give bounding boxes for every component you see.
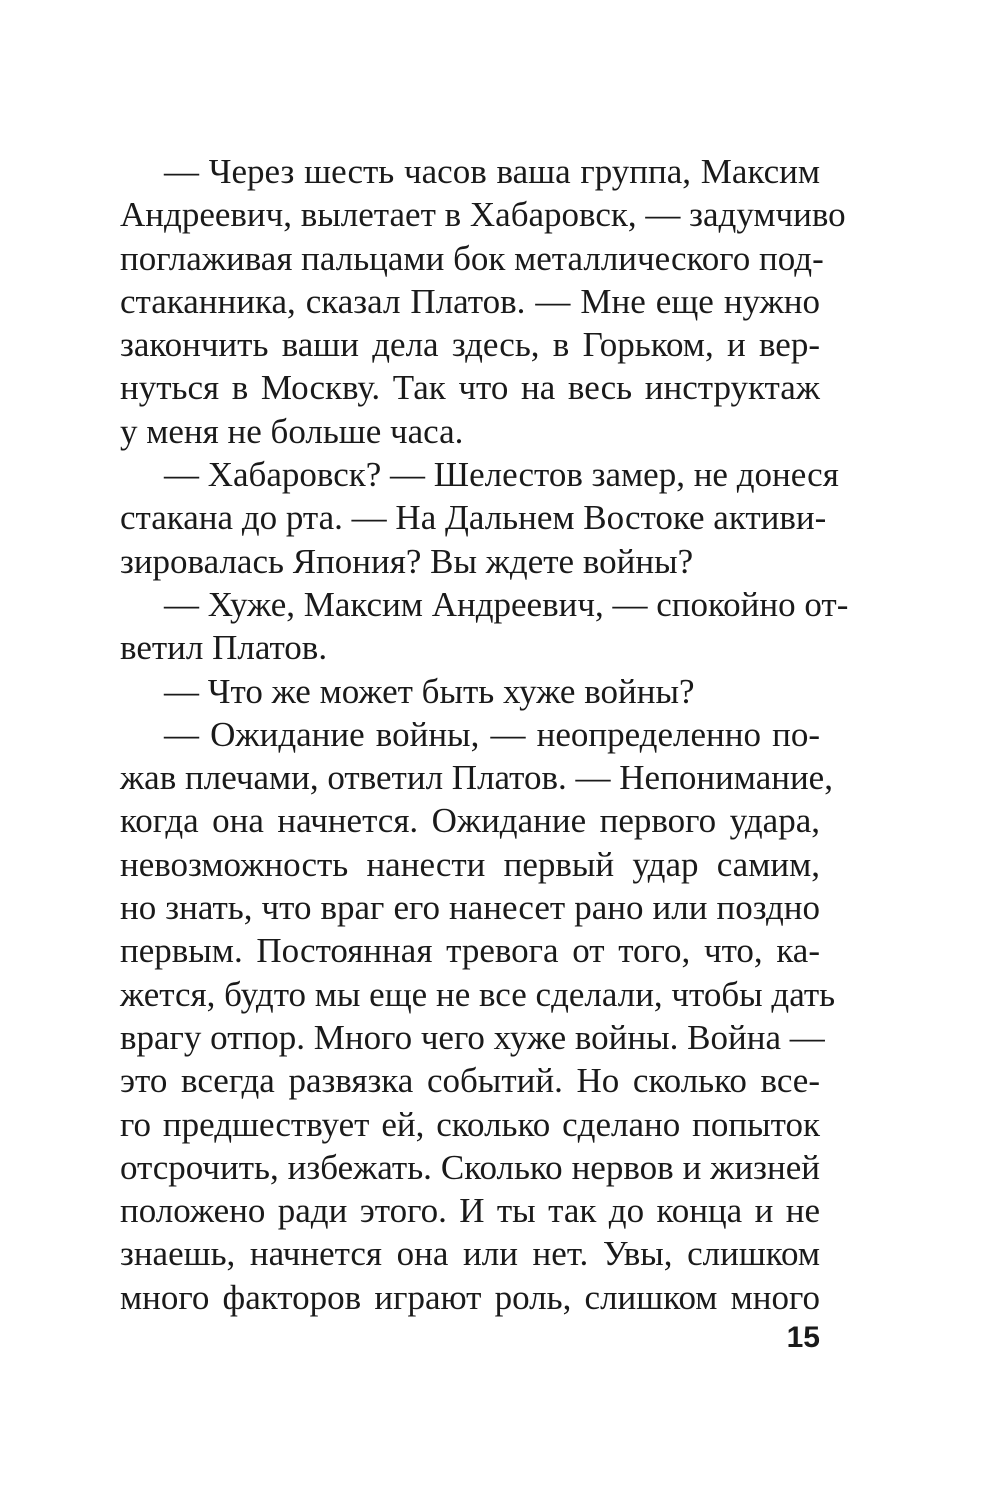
- body-text: [120, 150, 849, 1319]
- text-line: положено ради этого. И ты так до конца и не: [120, 1191, 820, 1231]
- text-line: много факторов играют роль, слишком много: [120, 1277, 820, 1317]
- text-line: ветил Платов.: [120, 628, 328, 668]
- text-line: это всегда развязка событий. Но сколько все-: [120, 1061, 820, 1101]
- text-line: поглаживая пальцами бок металлического под-: [120, 238, 824, 278]
- text-line: жется, будто мы еще не все сделали, чтобы дать: [120, 974, 836, 1014]
- text-line: — Через шесть часов ваша группа, Максим: [164, 152, 820, 191]
- text-line: го предшествует ей, сколько сделано попыток: [120, 1104, 820, 1144]
- text-line: стаканника, сказал Платов. — Мне еще нужно: [120, 281, 820, 321]
- text-line: зировалась Япония? Вы ждете войны?: [120, 541, 694, 581]
- text-line: невозможность нанести первый удар самим,: [120, 844, 820, 884]
- text-line: — Что же может быть хуже войны?: [164, 671, 695, 711]
- text-line: закончить ваши дела здесь, в Горьком, и вер-: [120, 325, 820, 365]
- text-line: когда она начнется. Ожидание первого удара,: [120, 801, 820, 841]
- text-line: стакана до рта. — На Дальнем Востоке активи-: [120, 498, 827, 538]
- text-line: нуться в Москву. Так что на весь инструктаж: [120, 368, 820, 408]
- text-line: у меня не больше часа.: [120, 411, 464, 451]
- text-line: знаешь, начнется она или нет. Увы, слишком: [120, 1234, 820, 1274]
- text-line: — Хабаровск? — Шелестов замер, не донеся: [164, 455, 839, 495]
- text-line: но знать, что враг его нанесет рано или поздно: [120, 888, 820, 928]
- text-line: первым. Постоянная тревога от того, что, ка-: [120, 931, 820, 971]
- text-line: врагу отпор. Много чего хуже войны. Война —: [120, 1017, 825, 1057]
- text-line: — Хуже, Максим Андреевич, — спокойно от-: [164, 584, 849, 624]
- text-line: Андреевич, вылетает в Хабаровск, — задумчиво: [120, 195, 846, 235]
- page-number: 15: [786, 1321, 820, 1354]
- text-line: отсрочить, избежать. Сколько нервов и жизней: [120, 1147, 820, 1187]
- text-line: — Ожидание войны, — неопределенно по-: [164, 714, 820, 754]
- text-line: жав плечами, ответил Платов. — Непонимание,: [120, 758, 833, 798]
